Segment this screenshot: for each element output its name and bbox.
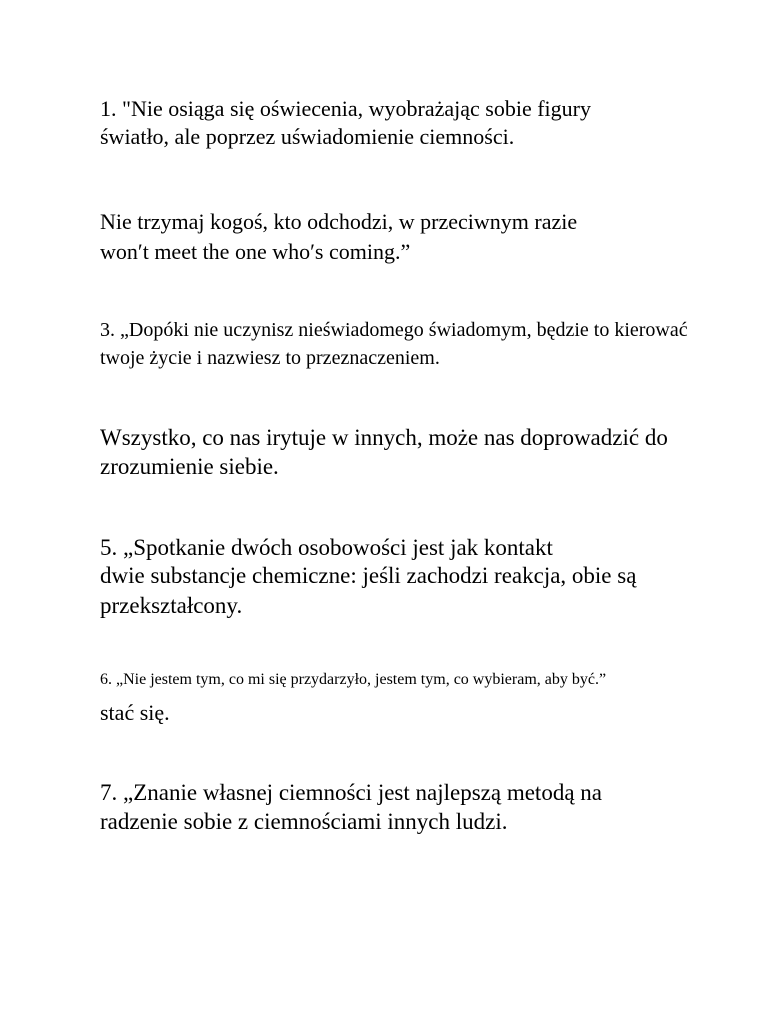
quote-2-line-2: won′t meet the one who′s coming.”	[100, 239, 411, 264]
quote-5-line-2: dwie substancje chemiczne: jeśli zachodzi reakcja, obie są	[100, 563, 637, 588]
quote-3-line-2: twoje życie i nazwiesz to przeznaczeniem.	[100, 347, 440, 369]
quote-5-line-3: przekształcony.	[100, 593, 243, 618]
quote-3-line-1: 3. „Dopóki nie uczynisz nieświadomego świadomym, będzie to kierować	[100, 319, 688, 341]
quote-7-line-2: radzenie sobie z ciemnościami innych ludzi.	[100, 809, 508, 834]
quote-4-line-2: zrozumienie siebie.	[100, 454, 279, 479]
quote-6-line-2: stać się.	[100, 700, 170, 725]
quote-2-line-1: Nie trzymaj kogoś, kto odchodzi, w przeciwnym razie	[100, 209, 578, 234]
quote-1-line-1: 1. "Nie osiąga się oświecenia, wyobrażając sobie figury	[100, 96, 591, 121]
quote-4-line-1: Wszystko, co nas irytuje w innych, może nas doprowadzić do	[100, 425, 668, 450]
quote-1-line-2: światło, ale poprzez uświadomienie ciemności.	[100, 124, 515, 149]
quote-7-line-1: 7. „Znanie własnej ciemności jest najlepszą metodą na	[100, 780, 602, 805]
quote-6-line-1: 6. „Nie jestem tym, co mi się przydarzyło, jestem tym, co wybieram, aby być.”	[100, 671, 607, 688]
quote-5-line-1: 5. „Spotkanie dwóch osobowości jest jak kontakt	[100, 535, 553, 560]
